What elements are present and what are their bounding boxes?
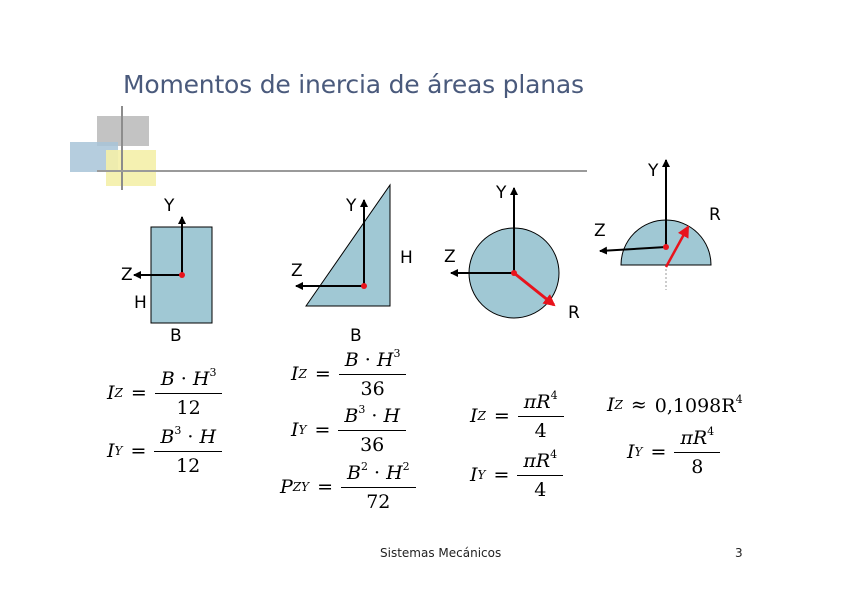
y-axis-label: Y — [346, 196, 357, 216]
formula-tri-iz: I Z = $\frac{B \cdot H^3}{36}$ — [291, 347, 406, 400]
formula-circ-iz: I Z = $\frac{\pi R^4}{4}$ — [470, 389, 564, 442]
base-label: B — [350, 326, 362, 346]
z-axis-label: Z — [121, 265, 133, 285]
radius-label: R — [709, 205, 721, 225]
z-axis-label: Z — [594, 221, 606, 241]
centroid-dot — [361, 283, 367, 289]
circle-figure — [444, 183, 580, 323]
formula-circ-iy: I Y = $\frac{\pi R^4}{4}$ — [470, 448, 563, 501]
page-number: 3 — [735, 546, 743, 560]
height-label: H — [400, 248, 413, 268]
y-axis-label: Y — [496, 183, 507, 203]
formula-rect-iz: I Z = $\frac{B \cdot H^3}{12}$ — [107, 366, 222, 419]
y-axis-label: Y — [164, 196, 175, 216]
semicircle-figure — [594, 160, 721, 290]
z-axis-label: Z — [291, 261, 303, 281]
slide-title: Momentos de inercia de áreas planas — [123, 70, 584, 99]
formula-tri-pzy: P ZY = $\frac{B^2 \cdot H^2}{72}$ — [280, 460, 416, 513]
formula-semi-iy: I Y = $\frac{\pi R^4}{8}$ — [627, 425, 720, 478]
y-axis-label: Y — [648, 161, 659, 181]
height-label: H — [134, 293, 147, 313]
rectangle-figure — [121, 196, 212, 346]
formula-tri-iy: I Y = $\frac{B^3 \cdot H}{36}$ — [291, 403, 406, 456]
z-axis-label: Z — [444, 247, 456, 267]
formula-semi-iz: I Z ≈ $0,1098R^4$ — [607, 393, 743, 417]
centroid-dot — [511, 270, 517, 276]
footer-title: Sistemas Mecánicos — [380, 546, 502, 560]
radius-label: R — [568, 303, 580, 323]
triangle-figure — [291, 185, 413, 346]
centroid-dot — [179, 272, 185, 278]
base-label: B — [170, 326, 182, 346]
centroid-dot — [663, 244, 669, 250]
formula-rect-iy: I Y = $\frac{B^3 \cdot H}{12}$ — [107, 424, 222, 477]
